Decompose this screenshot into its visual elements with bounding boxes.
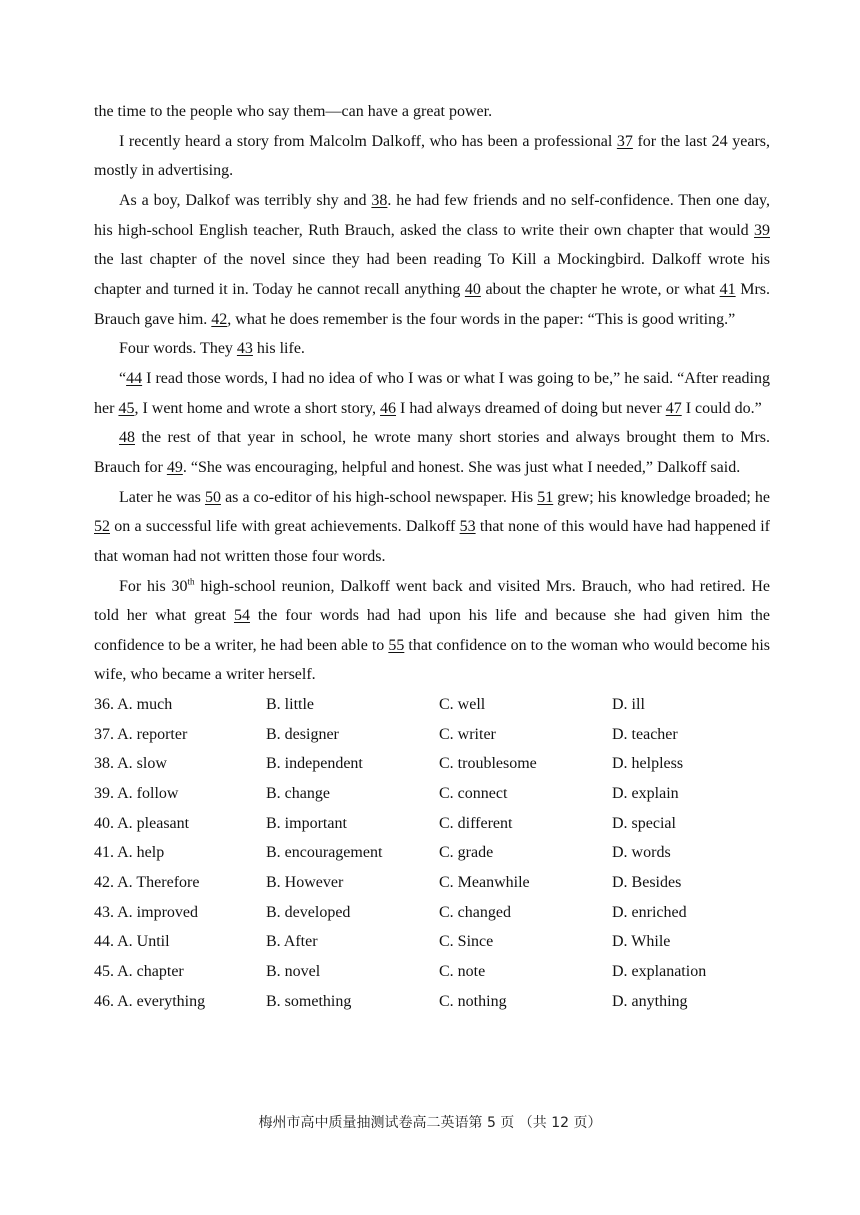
blank-number: 44 (126, 369, 143, 387)
blank-number: 43 (236, 340, 253, 358)
option-row (94, 720, 770, 750)
option-a: 45. A. chapter (94, 962, 184, 980)
option-d: D. special (612, 814, 676, 832)
option-d: D. helpless (612, 755, 684, 773)
option-c: C. writer (439, 725, 496, 743)
blank-number: 41 (719, 280, 736, 298)
passage-paragraph: “44 I read those words, I had no idea of who I was or what I was going to be,” he said. “After reading her 45, I went home and wrote a short story, 46 I had always dreamed of doing but never 47 I could do.” (94, 369, 770, 417)
option-d: D. enriched (612, 903, 687, 921)
passage-paragraph: 48 the rest of that year in school, he wrote many short stories and always brought them to Mrs. Brauch for 49. “She was encouraging, helpful and honest. She was just what I needed,” Dalkoff said. (94, 429, 770, 476)
blank-number: 51 (537, 488, 554, 506)
option-d: D. words (612, 844, 671, 862)
blank-number: 50 (204, 488, 221, 506)
option-a: 39. A. follow (94, 785, 179, 803)
option-d: D. anything (612, 992, 688, 1010)
superscript-ordinal: th (187, 576, 195, 587)
option-row (94, 690, 770, 720)
blank-number: 49 (166, 458, 183, 476)
blank-number: 55 (388, 636, 405, 654)
option-d: D. explain (612, 785, 679, 803)
answer-options (94, 690, 770, 1016)
option-b: B. something (266, 992, 352, 1010)
option-b: B. little (266, 696, 314, 714)
passage-paragraph: As a boy, Dalkof was terribly shy and 38. he had few friends and no self-confidence. Then one day, his high-school English teacher, Ruth Brauch, asked the class to write their own chapter that would 39 the last chapter of the novel since they had been reading To Kill a Mockingbird. Dalkoff wrote his chapter and turned it in. Today he cannot recall anything 40 about the chapter he wrote, or what 41 Mrs. Brauch gave him. 42, what he does remember is the four words in the paper: “This is good writing.” (94, 191, 771, 328)
blank-number: 40 (464, 280, 481, 298)
blank-number: 48 (119, 429, 135, 447)
blank-number: 47 (665, 399, 682, 417)
option-row (94, 779, 770, 809)
option-a: 38. A. slow (94, 755, 167, 773)
passage-line: the time to the people who say them—can have a great power. (94, 103, 493, 120)
passage-paragraph: Later he was 50 as a co-editor of his high-school newspaper. His 51 grew; his knowledge broaded; he 52 on a successful life with great achievements. Dalkoff 53 that none of this would have had happened if that woman had not written those four words. (94, 488, 771, 565)
option-b: B. encouragement (266, 844, 383, 862)
option-a: 40. A. pleasant (94, 814, 190, 832)
option-a: 37. A. reporter (94, 725, 188, 743)
option-b: B. developed (266, 903, 351, 921)
option-b: B. novel (266, 962, 321, 980)
option-b: B. However (266, 873, 344, 891)
blank-number: 45 (118, 399, 135, 417)
blank-number: 54 (233, 607, 250, 625)
option-a: 36. A. much (94, 696, 173, 714)
option-d: D. ill (612, 696, 645, 714)
option-a: 42. A. Therefore (94, 873, 200, 891)
blank-number: 52 (94, 518, 110, 536)
blank-number: 53 (459, 518, 476, 536)
option-d: D. explanation (612, 962, 707, 980)
option-row (94, 749, 770, 779)
option-b: B. designer (266, 725, 339, 743)
option-row (94, 838, 770, 868)
option-d: D. While (612, 933, 671, 951)
exam-page-content (94, 97, 770, 1016)
option-c: C. connect (439, 785, 508, 803)
option-c: C. changed (439, 903, 511, 921)
option-a: 46. A. everything (94, 992, 206, 1010)
option-c: C. different (439, 814, 513, 832)
option-b: B. change (266, 785, 330, 803)
option-d: D. teacher (612, 725, 678, 743)
page-footer: 梅州市高中质量抽测试卷高二英语第 5 页 （共 12 页） (258, 1115, 602, 1131)
passage-paragraph: I recently heard a story from Malcolm Dalkoff, who has been a professional 37 for the last 24 years, mostly in advertising. (94, 132, 770, 180)
blank-number: 46 (380, 399, 397, 417)
option-a: 44. A. Until (94, 933, 170, 951)
option-c: C. note (439, 962, 486, 980)
option-row (94, 957, 770, 987)
passage-paragraph: For his 30th high-school reunion, Dalkoff went back and visited Mrs. Brauch, who had retired. He told her what great 54 the four words had had upon his life and because she had given him the confidence to be a writer, he had been able to 55 that confidence on to the woman who would become his wife, who became a writer herself. (94, 576, 770, 684)
option-row (94, 987, 770, 1017)
option-row (94, 868, 770, 898)
blank-number: 38 (371, 191, 388, 209)
option-b: B. independent (266, 755, 363, 773)
option-b: B. After (266, 933, 318, 951)
option-row (94, 927, 770, 957)
option-d: D. Besides (612, 873, 682, 891)
option-c: C. Since (439, 933, 494, 951)
option-a: 43. A. improved (94, 903, 198, 921)
option-b: B. important (266, 814, 347, 832)
blank-number: 42 (211, 310, 228, 328)
option-c: C. nothing (439, 992, 507, 1010)
blank-number: 39 (754, 221, 770, 239)
option-c: C. grade (439, 844, 494, 862)
option-c: C. well (439, 696, 486, 714)
option-row (94, 809, 770, 839)
option-row (94, 898, 770, 928)
option-c: C. troublesome (439, 755, 537, 773)
passage-paragraph: Four words. They 43 his life. (119, 340, 305, 358)
option-a: 41. A. help (94, 844, 165, 862)
option-c: C. Meanwhile (439, 873, 530, 891)
blank-number: 37 (616, 132, 633, 150)
